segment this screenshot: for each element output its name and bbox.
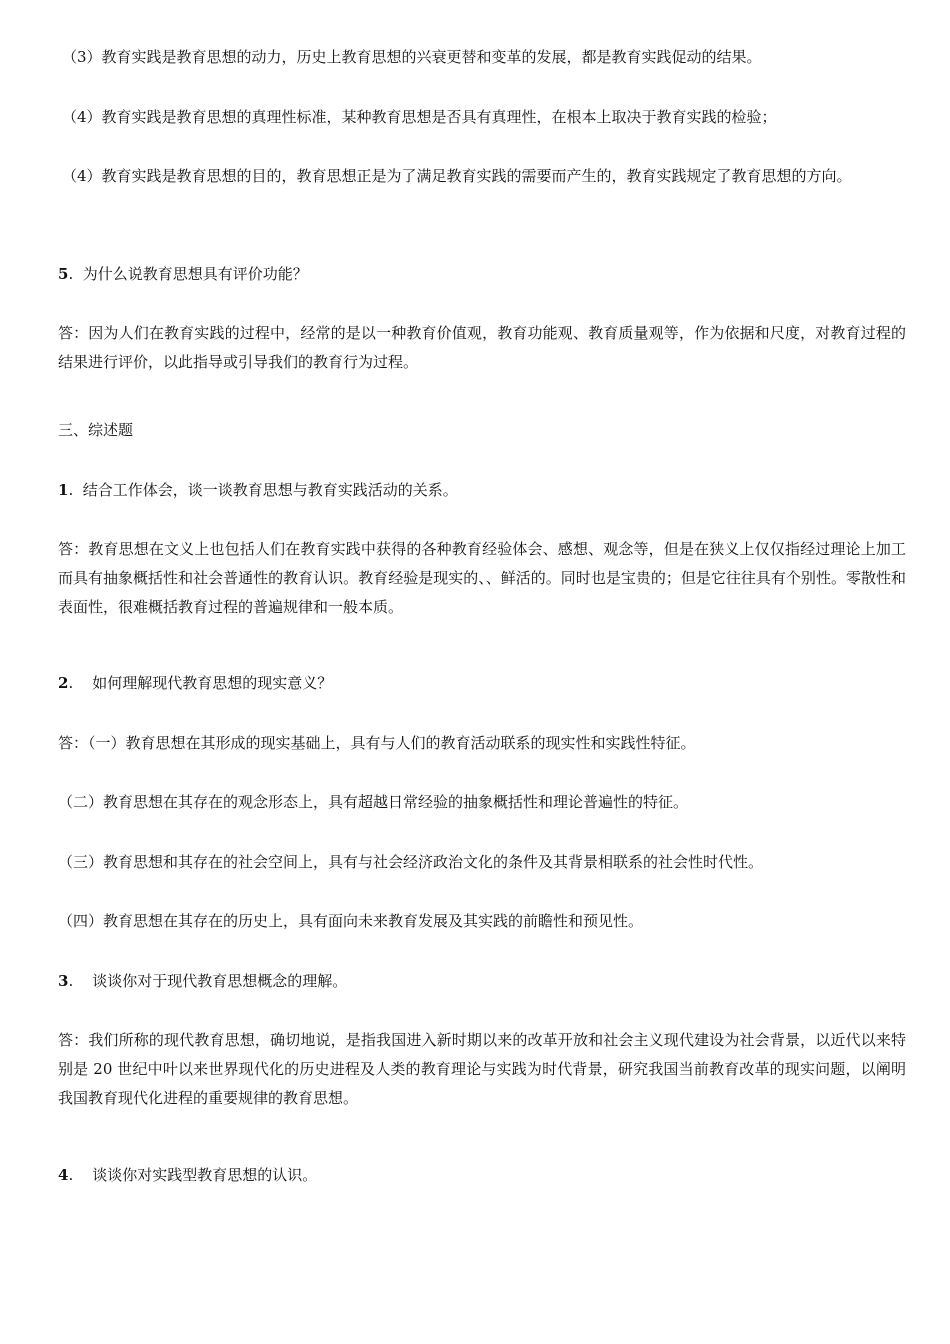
question-separator: . — [68, 674, 93, 692]
answer-1: 答：教育思想在文义上也包括人们在教育实践中获得的各种教育经验体会、感想、观念等，但是在狭义上仅仅指经过理论上加工而具有抽象概括性和社会普通性的教育认识。教育经验是现实的、、鲜活的。同时也是宝贵的；但是它往往具有个别性。零散性和表面性，很难概括教育过程的普遍规律和一般本质。 — [58, 540, 906, 616]
answer-2-point-4: （四）教育思想在其存在的历史上，具有面向未来教育发展及其实践的前瞻性和预见性。 — [58, 912, 644, 930]
question-text: 为什么说教育思想具有评价功能？ — [82, 265, 308, 283]
question-text: 如何理解现代教育思想的现实意义？ — [92, 674, 333, 692]
section-heading-essay: 三、综述题 — [58, 421, 134, 439]
answer-2-point-2: （二）教育思想在其存在的观念形态上，具有超越日常经验的抽象概括性和理论普遍性的特征。 — [58, 793, 689, 811]
question-separator: . — [68, 972, 93, 990]
paragraph-practice-purpose: （4）教育实践是教育思想的目的，教育思想正是为了满足教育实践的需要而产生的，教育实践规定了教育思想的方向。 — [62, 167, 852, 185]
question-separator: . — [68, 265, 83, 283]
answer-2-point-1: 答：（一）教育思想在其形成的现实基础上，具有与人们的教育活动联系的现实性和实践性特征。 — [58, 734, 696, 752]
question-2 — [58, 669, 906, 698]
question-number: 4 — [58, 1166, 69, 1184]
paragraph-practice-truth-standard: （4）教育实践是教育思想的真理性标准，某种教育思想是否具有真理性，在根本上取决于教育实践的检验； — [62, 108, 777, 126]
answer-3: 答：我们所称的现代教育思想，确切地说，是指我国进入新时期以来的改革开放和社会主义现代建设为社会背景，以近代以来特别是 20 世纪中叶以来世界现代化的历史进程及人类的教育理论与实践为时代背景，研究我国当前教育改革的现实问题，以阐明我国教育现代化进程的重要规律的教育思想。 — [58, 1031, 906, 1107]
question-5 — [58, 260, 906, 289]
question-number: 5 — [58, 265, 69, 283]
question-4 — [58, 1161, 906, 1190]
question-1 — [58, 476, 906, 505]
question-separator: . — [68, 1166, 93, 1184]
answer-5: 答：因为人们在教育实践的过程中，经常的是以一种教育价值观，教育功能观、教育质量观等，作为依据和尺度，对教育过程的结果进行评价，以此指导或引导我们的教育行为过程。 — [58, 324, 906, 371]
paragraph-practice-motivation: （3）教育实践是教育思想的动力，历史上教育思想的兴衰更替和变革的发展，都是教育实践促动的结果。 — [62, 48, 762, 66]
question-number: 3 — [58, 972, 69, 990]
answer-2-point-3: （三）教育思想和其存在的社会空间上，具有与社会经济政治文化的条件及其背景相联系的社会性时代性。 — [58, 853, 764, 871]
question-text: 谈谈你对实践型教育思想的认识。 — [92, 1166, 318, 1184]
question-separator: . — [68, 481, 83, 499]
question-number: 2 — [58, 674, 69, 692]
question-number: 1 — [58, 481, 69, 499]
question-text: 结合工作体会，谈一谈教育思想与教育实践活动的关系。 — [82, 481, 458, 499]
question-text: 谈谈你对于现代教育思想概念的理解。 — [92, 972, 348, 990]
question-3 — [58, 967, 906, 996]
